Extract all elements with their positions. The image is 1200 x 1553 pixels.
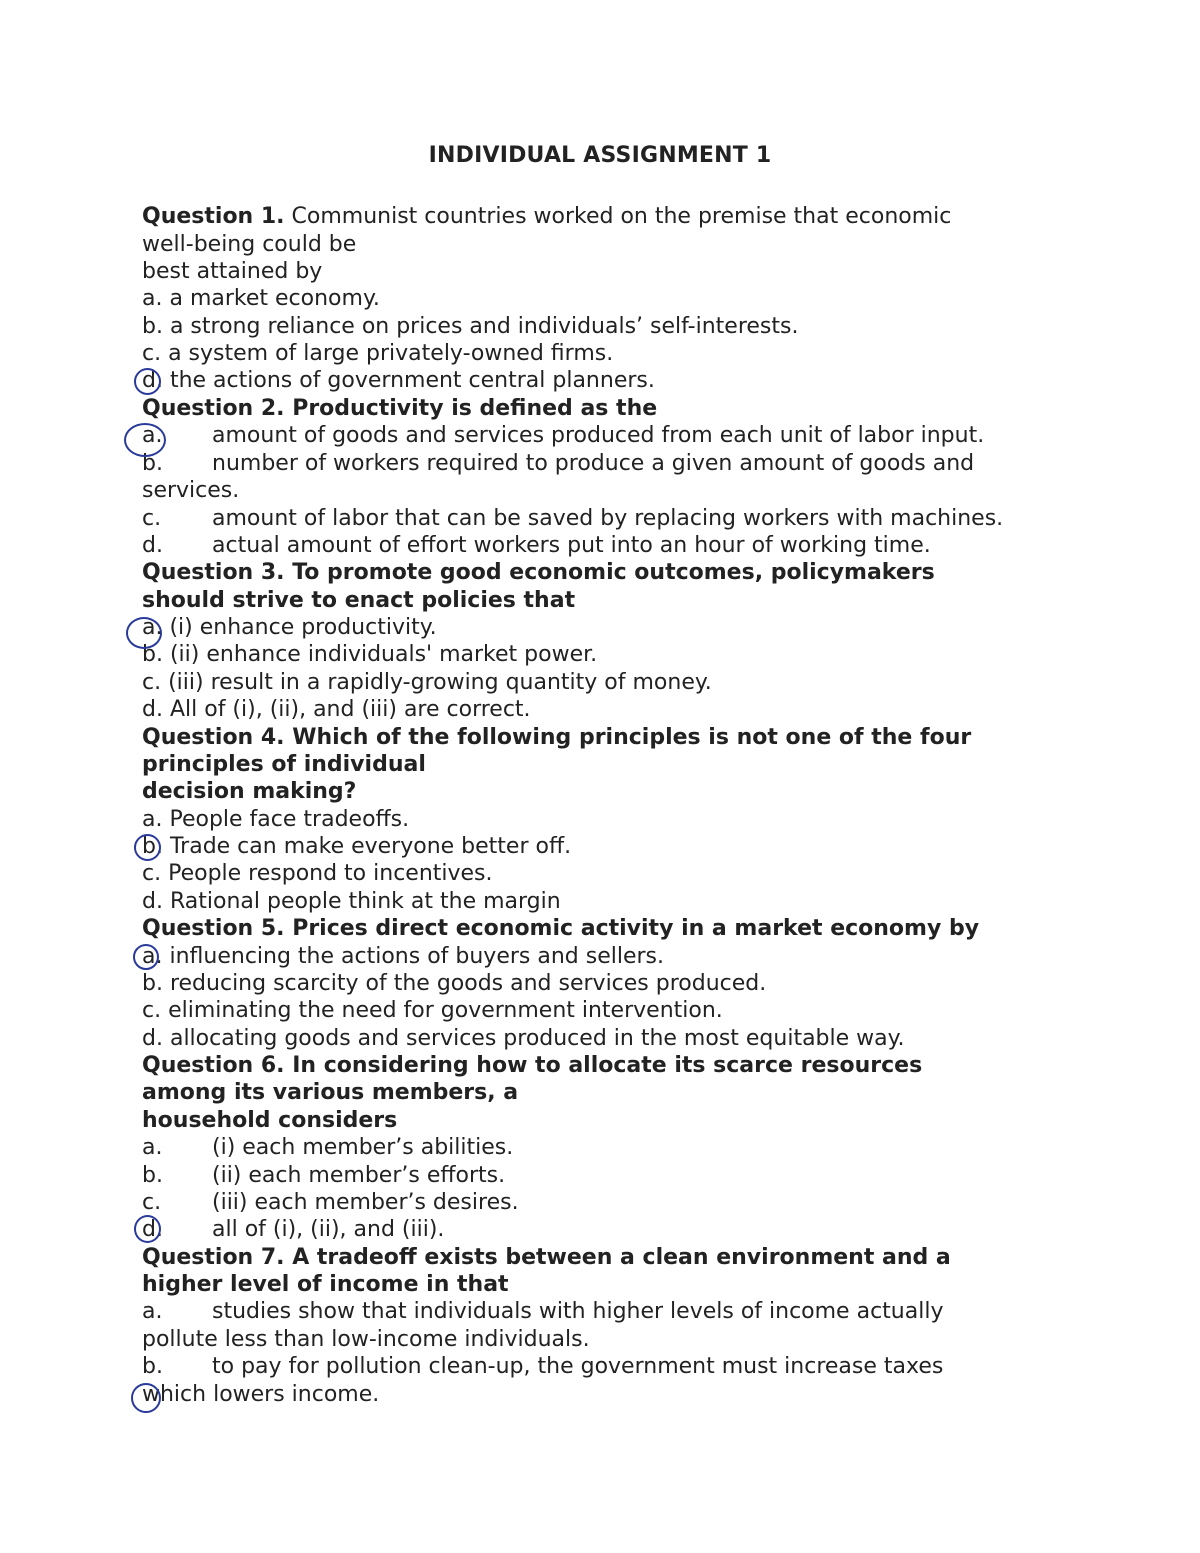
option-c: c. People respond to incentives. [142,861,493,886]
option-d: d. Rational people think at the margin [142,889,561,914]
document-title: INDIVIDUAL ASSIGNMENT 1 [428,143,772,168]
answer-circle [134,1215,161,1243]
option-b: b. number of workers required to produce a given amount of goods and [142,451,975,476]
question-5-prompt: Question 5. Prices direct economic activity in a market economy by [142,916,980,941]
question-3-prompt: Question 3. To promote good economic outcomes, policymakers [142,560,935,585]
question-7-prompt: Question 7. A tradeoff exists between a clean environment and a [142,1245,951,1270]
option-a: a. amount of goods and services produced from each unit of labor input. [142,423,985,448]
option-b-continued: which lowers income. [142,1382,380,1407]
question-4-prompt: principles of individual [142,752,426,777]
question-6-prompt: Question 6. In considering how to allocate its scarce resources [142,1053,923,1078]
question-6-prompt: among its various members, a [142,1080,519,1105]
option-b: b. (ii) each member’s efforts. [142,1163,506,1188]
option-d: d. allocating goods and services produced in the most equitable way. [142,1026,905,1051]
option-b-continued: services. [142,478,240,503]
option-b: b. Trade can make everyone better off. [142,834,572,859]
question-text: Communist countries worked on the premise that economic [284,204,952,229]
option-a-continued: pollute less than low-income individuals. [142,1327,590,1352]
option-a: a. (i) enhance productivity. [142,615,437,640]
option-c: c. amount of labor that can be saved by replacing workers with machines. [142,506,1004,531]
answer-circle [126,617,162,649]
option-b: b. a strong reliance on prices and individuals’ self-interests. [142,314,799,339]
question-1-prompt [142,203,951,230]
option-a: a. influencing the actions of buyers and sellers. [142,944,664,969]
answer-circle [124,423,166,457]
answer-circle [131,1383,161,1413]
answer-circle [134,834,161,861]
option-a: a. studies show that individuals with higher levels of income actually [142,1299,944,1324]
option-a: a. a market economy. [142,286,380,311]
question-text: best attained by [142,259,323,284]
option-b: b. reducing scarcity of the goods and services produced. [142,971,767,996]
question-7-prompt: higher level of income in that [142,1272,509,1297]
option-c: c. a system of large privately-owned firms. [142,341,614,366]
answer-circle [134,368,161,395]
option-d: d. the actions of government central planners. [142,368,655,393]
option-c: c. (iii) result in a rapidly-growing quantity of money. [142,670,712,695]
option-b: b. to pay for pollution clean-up, the government must increase taxes [142,1354,944,1379]
option-a: a. (i) each member’s abilities. [142,1135,514,1160]
option-d: d. actual amount of effort workers put into an hour of working time. [142,533,931,558]
option-d: d. all of (i), (ii), and (iii). [142,1217,445,1242]
question-text: well-being could be [142,232,357,257]
question-6-prompt: household considers [142,1108,398,1133]
option-d: d. All of (i), (ii), and (iii) are correct. [142,697,531,722]
question-2-prompt: Question 2. Productivity is defined as the [142,396,658,421]
option-c: c. (iii) each member’s desires. [142,1190,519,1215]
question-label: Question 1. [142,204,285,229]
option-c: c. eliminating the need for government intervention. [142,998,723,1023]
option-a: a. People face tradeoffs. [142,807,410,832]
option-b: b. (ii) enhance individuals' market power. [142,642,598,667]
question-3-prompt: should strive to enact policies that [142,588,576,613]
question-4-prompt: Question 4. Which of the following principles is not one of the four [142,725,972,750]
answer-circle [133,944,159,970]
question-4-prompt: decision making? [142,779,357,804]
